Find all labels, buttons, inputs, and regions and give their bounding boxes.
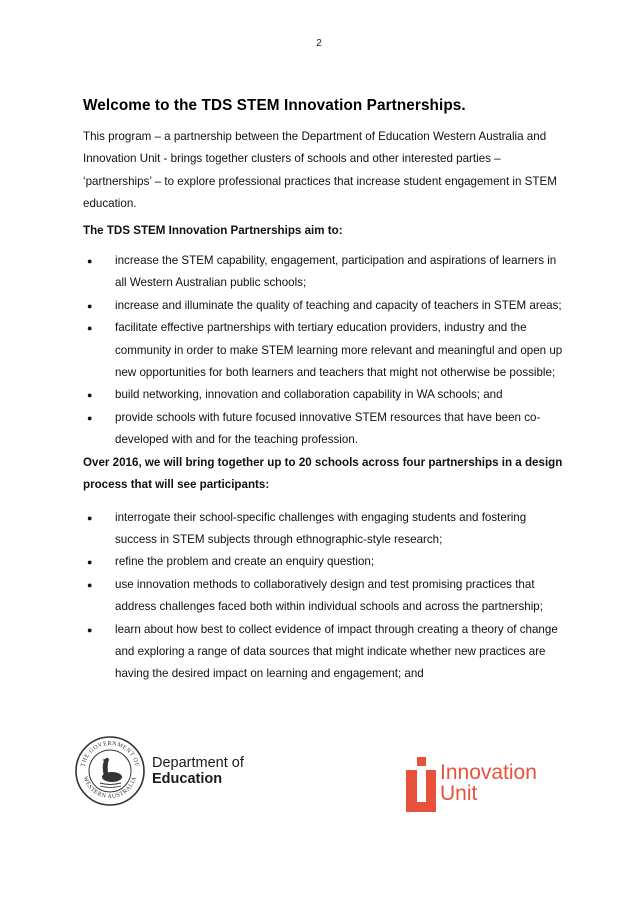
list-item: ● increase and illuminate the quality of teaching and capacity of teachers in STEM areas; bbox=[83, 295, 563, 317]
list-item: ● refine the problem and create an enquiry question; bbox=[83, 551, 563, 573]
department-line: Department of bbox=[152, 755, 244, 771]
intro-paragraph: This program – a partnership between the Department of Education Western Australia and Innovation Unit - brings together clusters of schools and other interested parties – ‘partnerships’ – to explore professional practices that increase student engagement in STEM education. bbox=[83, 130, 557, 211]
education-line: Education bbox=[152, 771, 223, 787]
aims-list bbox=[83, 250, 563, 452]
list-item: ● provide schools with future focused innovative STEM resources that have been co-developed with and for the teaching profession. bbox=[83, 407, 563, 452]
list-item: ● facilitate effective partnerships with tertiary education providers, industry and the community in order to make STEM learning more relevant and meaningful and open up new opportunities for both learners and teachers that might not otherwise be possible; bbox=[83, 317, 563, 384]
list-item: ● increase the STEM capability, engagement, participation and aspirations of learners in all Western Australian public schools; bbox=[83, 250, 563, 295]
innovation-unit-logo bbox=[440, 762, 537, 804]
wa-government-seal-icon bbox=[74, 735, 146, 807]
process-heading: Over 2016, we will bring together up to 20 schools across four partnerships in a design process that will see participants: bbox=[83, 455, 563, 492]
seal-text-top: THE GOVERNMENT OF bbox=[80, 740, 140, 768]
process-list bbox=[83, 507, 563, 686]
list-item: ● interrogate their school-specific challenges with engaging students and fostering success in STEM subjects through ethnographic-style research; bbox=[83, 507, 563, 552]
aims-heading: The TDS STEM Innovation Partnerships aim to: bbox=[83, 223, 343, 237]
list-item: ● use innovation methods to collaboratively design and test promising practices that address challenges faced both within individual schools and across the partnership; bbox=[83, 574, 563, 619]
list-item: ● learn about how best to collect evidence of impact through creating a theory of change and exploring a range of data sources that might indicate whether new practices are having the desired impact on learning and engagement; and bbox=[83, 619, 563, 686]
list-item: ● build networking, innovation and collaboration capability in WA schools; and bbox=[83, 384, 563, 406]
page-title: Welcome to the TDS STEM Innovation Partnerships. bbox=[83, 97, 466, 114]
innovation-line: Innovation bbox=[440, 761, 537, 784]
seal-text-bottom: WESTERN AUSTRALIA bbox=[81, 775, 139, 800]
department-of-education-logo bbox=[152, 755, 244, 787]
footer-logos bbox=[0, 735, 638, 835]
unit-line: Unit bbox=[440, 782, 478, 805]
document-body bbox=[83, 97, 563, 686]
page-number: 2 bbox=[316, 38, 322, 49]
